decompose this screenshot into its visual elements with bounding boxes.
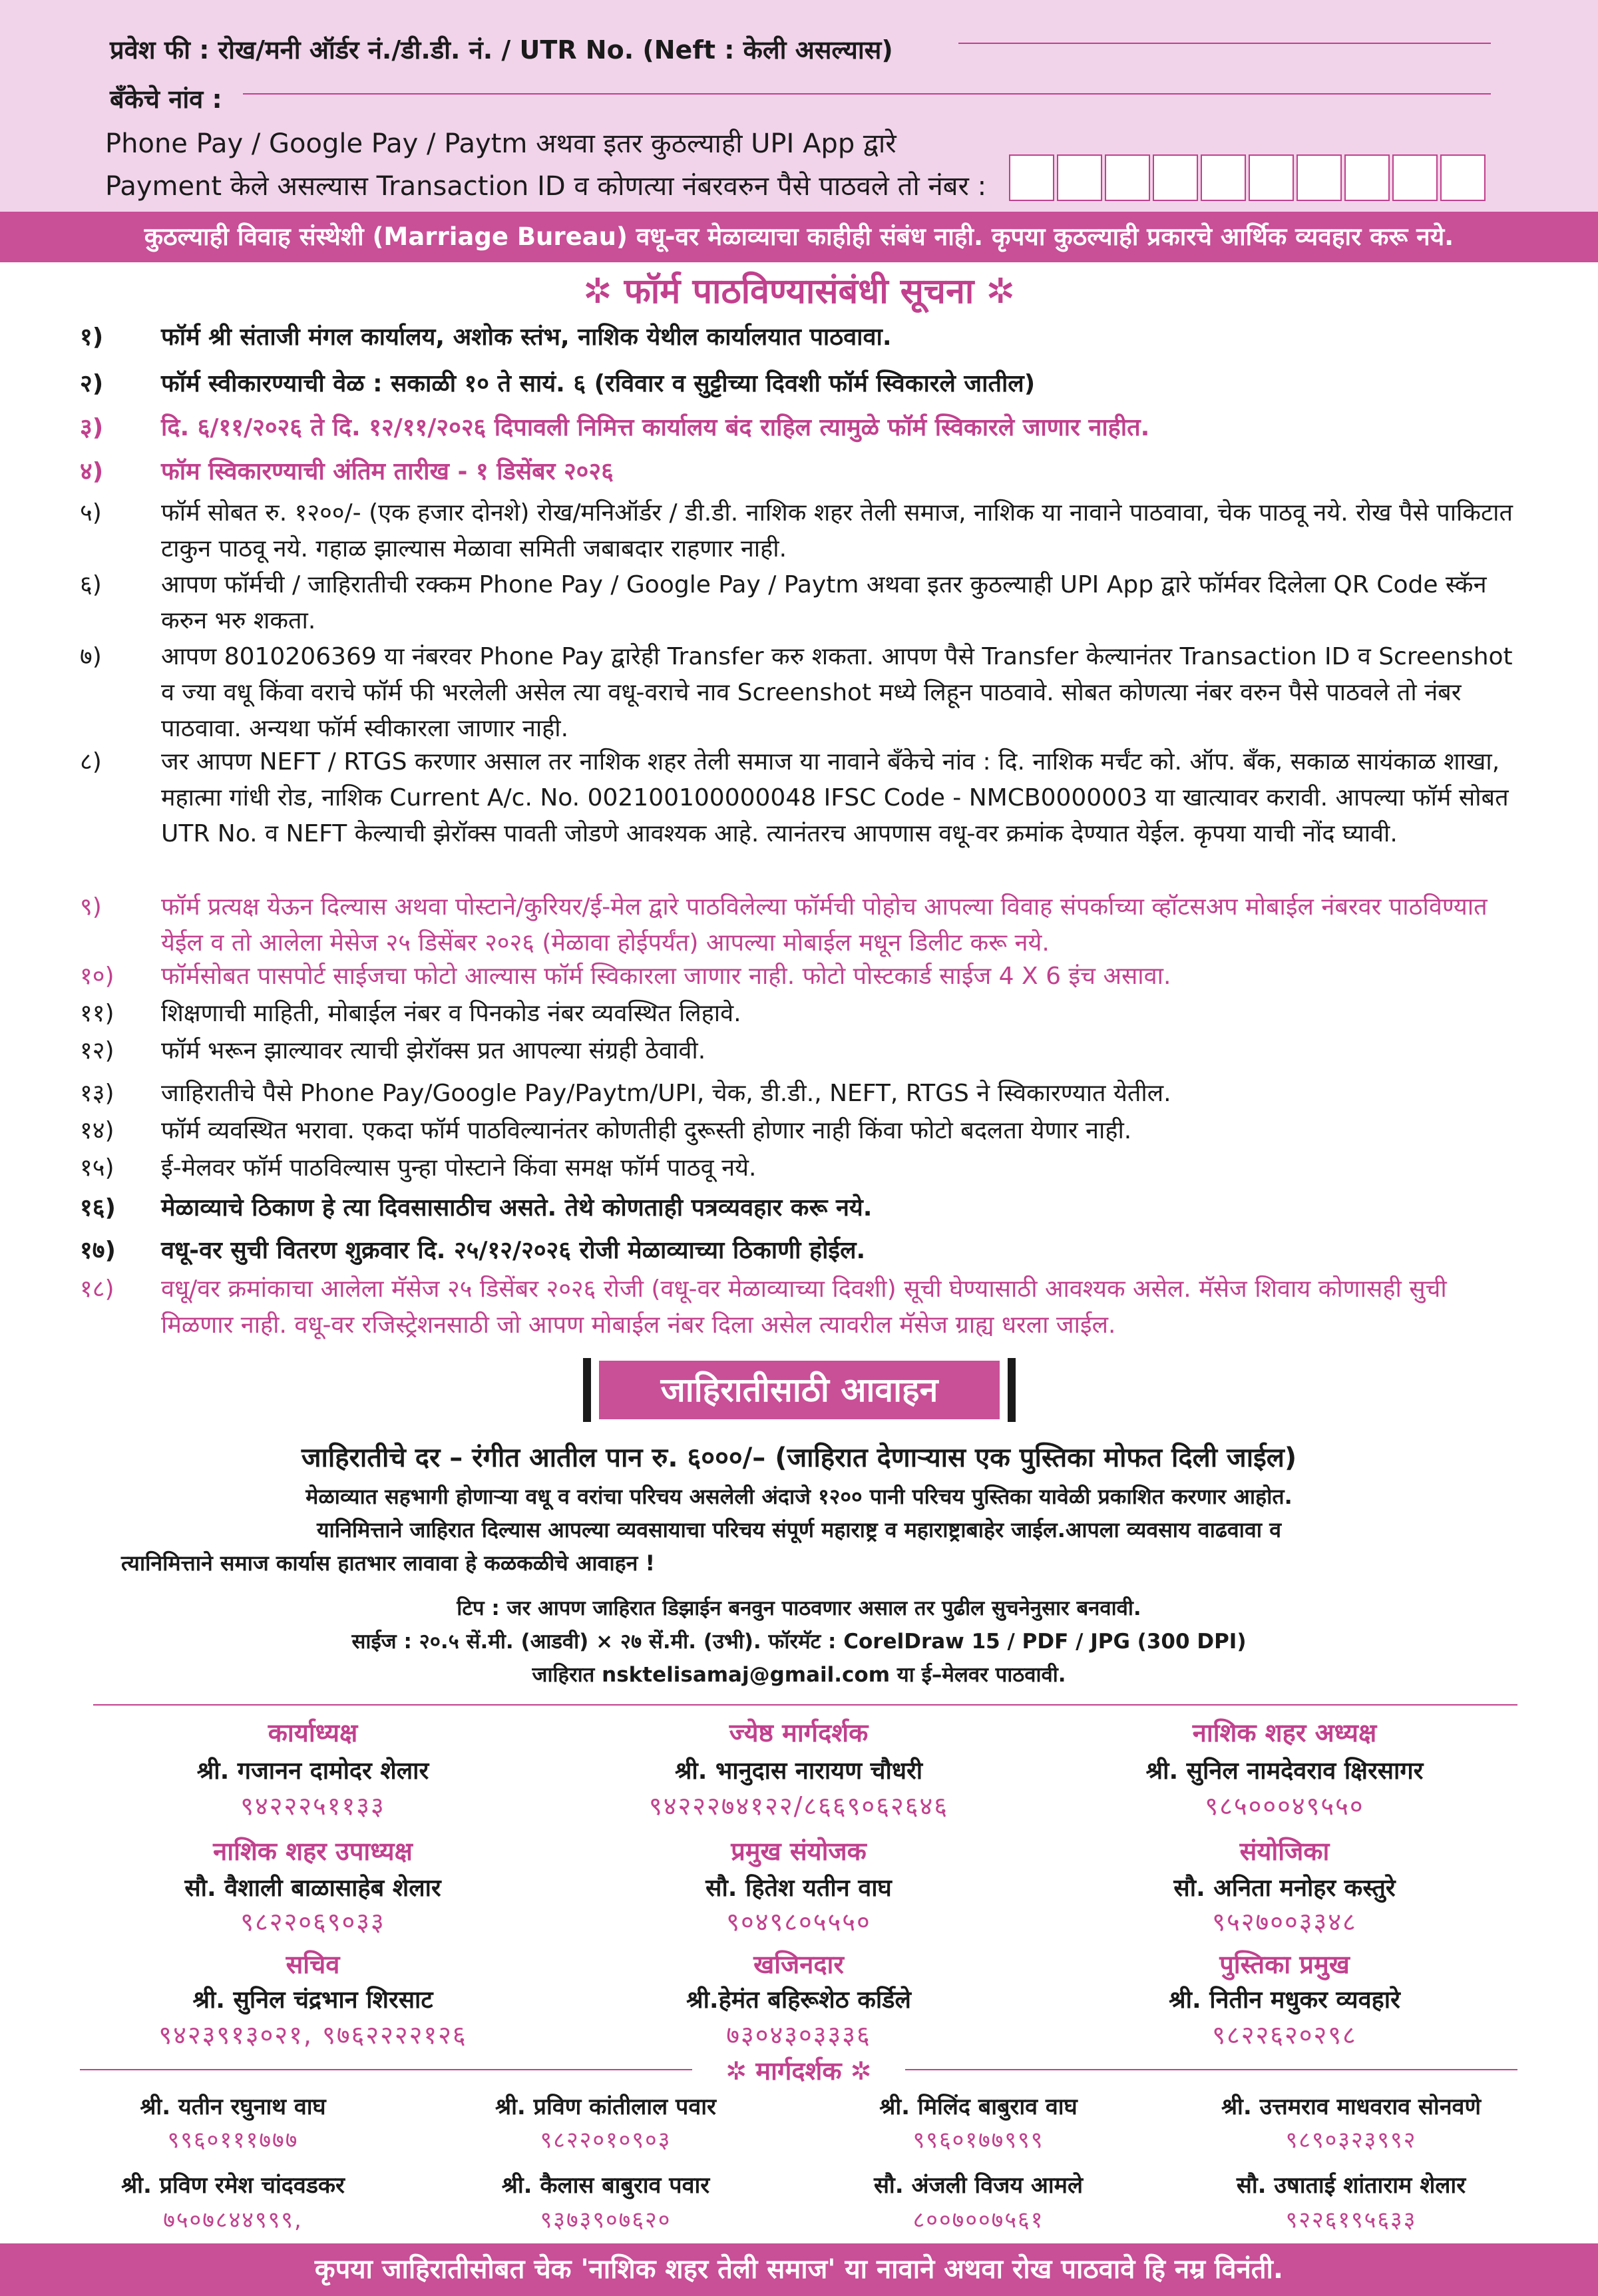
- transaction-label: Payment केले असल्यास Transaction ID व कोणत्या नंबरवरुन पैसे पाठवले तो नंबर :: [105, 171, 987, 202]
- instruction-item: १४) फॉर्म व्यवस्थित भरावा. एकदा फॉर्म पाठविल्यानंतर कोणतीही दुरूस्ती होणार नाही किंवा फोटो बदलता येणार नाही.: [80, 1117, 1132, 1144]
- guide-phone: ९९६०१७७९९९: [912, 2127, 1044, 2154]
- guide-name: श्री. प्रविण रमेश चांदवडकर: [121, 2172, 345, 2199]
- role-label: ज्येष्ठ मार्गदर्शक: [729, 1718, 869, 1747]
- instruction-item: १८) वधू/वर क्रमांकाचा आलेला मॅसेज २५ डिसेंबर २०२६ रोजी (वधू-वर मेळाव्याच्या दिवशी) सूची घेण्यासाठी आवश्यक असेल. मॅसेज शिवाय कोणासही सुची मिळणार नाही. वधू-वर रजिस्ट्रेशनसाठी जो आपण मोबाईल नंबर दिला असेल त्यावरील मॅसेज ग्राह्य धरला जाईल.: [80, 1275, 1447, 1339]
- guide-phone: ९३७३९०७६२०: [540, 2207, 672, 2233]
- guide-name: श्री. उत्तमराव माधवराव सोनवणे: [1221, 2094, 1482, 2120]
- ad-heading-label: जाहिरातीसाठी आवाहन: [599, 1361, 1000, 1419]
- member-name: श्री. भानुदास नारायण चौधरी: [674, 1757, 923, 1785]
- member-name: सौ. अनिता मनोहर कस्तुरे: [1173, 1875, 1396, 1902]
- instruction-item: १५) ई-मेलवर फॉर्म पाठविल्यास पुन्हा पोस्टाने किंवा समक्ष फॉर्म पाठवू नये.: [80, 1154, 757, 1182]
- guide-phone: ९२२६१९५६३३: [1285, 2207, 1417, 2233]
- instruction-item: १२) फॉर्म भरून झाल्यावर त्याची झेरॉक्स प्रत आपल्या संग्रही ठेवावी.: [80, 1037, 706, 1064]
- guide-phone: ९८२२०१०९०३: [540, 2127, 672, 2154]
- ad-size: साईज : २०.५ सें.मी. (आडवी) × २७ सें.मी. (उभी). फॉरमॅट : CorelDraw 15 / PDF / JPG (300 DPI): [351, 1630, 1247, 1654]
- instruction-item: ४) फॉम स्विकारण्याची अंतिम तारीख - १ डिसेंबर २०२६: [80, 458, 614, 485]
- entry-fee-label: प्रवेश फी : रोख/मनी ऑर्डर नं./डी.डी. नं. / UTR No. (Neft : केली असल्यास): [110, 35, 893, 65]
- bank-name-label: बँकेचे नांव :: [110, 85, 222, 114]
- member-name: सौ. वैशाली बाळासाहेब शेलार: [184, 1875, 441, 1902]
- ad-para-1: मेळाव्यात सहभागी होणाऱ्या वधू व वरांचा परिचय असलेली अंदाजे १२०० पानी परिचय पुस्तिका यावेळी प्रकाशित करणार आहोत.: [305, 1484, 1293, 1509]
- member-phone: ९८२२०६९०३३: [240, 1907, 385, 1937]
- ad-rate: जाहिरातीचे दर – रंगीत आतील पान रु. ६०००/– (जाहिरात देणाऱ्यास एक पुस्तिका मोफत दिली जाईल): [301, 1443, 1297, 1473]
- member-name: श्री. सुनिल चंद्रभान शिरसाट: [192, 1986, 433, 2014]
- guide-name: सौ. उषाताई शांताराम शेलार: [1236, 2172, 1466, 2199]
- heading-bar-left: [583, 1358, 591, 1422]
- instruction-item: ६) आपण फॉर्मची / जाहिरातीची रक्कम Phone Pay / Google Pay / Paytm अथवा इतर कुठल्याही UPI App द्वारे फॉर्मवर दिलेला QR Code स्कॅन करुन भरु शकता.: [80, 571, 1487, 634]
- transaction-id-boxes: [1009, 154, 1488, 201]
- instruction-item: १७) वधू-वर सुची वितरण शुक्रवार दि. २५/१२/२०२६ रोजी मेळाव्याच्या ठिकाणी होईल.: [80, 1237, 866, 1264]
- committee-divider: [93, 1704, 1517, 1706]
- guide-name: श्री. प्रविण कांतीलाल पवार: [495, 2094, 716, 2120]
- role-label: संयोजिका: [1239, 1837, 1330, 1866]
- guide-phone: ९९६०१११७७७: [167, 2127, 299, 2154]
- role-label: खजिनदार: [753, 1950, 844, 1979]
- instruction-item: १) फॉर्म श्री संताजी मंगल कार्यालय, अशोक स्तंभ, नाशिक येथील कार्यालयात पाठवावा.: [80, 324, 892, 351]
- role-label: नाशिक शहर अध्यक्ष: [1192, 1718, 1377, 1747]
- instruction-item: १३) जाहिरातीचे पैसे Phone Pay/Google Pay/Paytm/UPI, चेक, डी.डी., NEFT, RTGS ने स्विकारण्यात येतील.: [80, 1080, 1171, 1107]
- member-phone: ९८५०००४९५५०: [1205, 1791, 1364, 1821]
- instruction-item: ८) जर आपण NEFT / RTGS करणार असाल तर नाशिक शहर तेली समाज या नावाने बँकेचे नांव : दि. नाशिक मर्चंट को. ऑप. बँक, सकाळ सायंकाळ शाखा, महात्मा गांधी रोड, नाशिक Current A/c. No. 002100100000048 IFSC Code - NMCB0000003 या खात्यावर करावी. आपल्या फॉर्म सोबत UTR No. व NEFT केल्याची झेरॉक्स पावती जोडणे आवश्यक आहे. त्यानंतरच आपणास वधू-वर क्रमांक देण्यात येईल. कृपया याची नोंद घ्यावी.: [80, 748, 1509, 847]
- member-name: श्री. नितीन मधुकर व्यवहारे: [1169, 1986, 1400, 2014]
- ad-para-2: यानिमित्ताने जाहिरात दिल्यास आपल्या व्यवसायाचा परिचय संपूर्ण महाराष्ट्र व महाराष्ट्राबाहेर जाईल.आपला व्यवसाय वाढवावा व: [317, 1517, 1281, 1542]
- member-name: श्री. गजानन दामोदर शेलार: [196, 1757, 429, 1785]
- member-name: श्री.हेमंत बहिरूशेठ कर्डिले: [686, 1986, 911, 2014]
- instructions-title: ✲ फॉर्म पाठविण्यासंबंधी सूचना ✲: [583, 272, 1015, 312]
- instruction-item: ११) शिक्षणाची माहिती, मोबाईल नंबर व पिनकोड नंबर व्यवस्थित लिहावे.: [80, 1000, 741, 1027]
- instruction-item: ७) आपण 8010206369 या नंबरवर Phone Pay द्वारेही Transfer करु शकता. आपण पैसे Transfer केल्यानंतर Transaction ID व Screenshot व ज्या वधू किंवा वराचे फॉर्म फी भरलेली असेल त्या वधू-वराचे नाव Screenshot मध्ये लिहून पाठवावे. सोबत कोणत्या नंबर वरुन पैसे पाठवले तो नंबर पाठवावा. अन्यथा फॉर्म स्वीकारला जाणार नाही.: [80, 643, 1513, 742]
- footer-banner: कृपया जाहिरातीसोबत चेक 'नाशिक शहर तेली समाज' या नावाने अथवा रोख पाठवावे हि नम्र विनंती.: [0, 2243, 1598, 2296]
- ad-tip: टिप : जर आपण जाहिरात डिझाईन बनवुन पाठवणार असाल तर पुढील सुचनेनुसार बनवावी.: [457, 1596, 1141, 1620]
- instruction-item: २) फॉर्म स्वीकारण्याची वेळ : सकाळी १० ते सायं. ६ (रविवार व सुट्टीच्या दिवशी फॉर्म स्विकारले जातील): [80, 370, 1036, 397]
- member-phone: ९४२२२५११३३: [240, 1791, 385, 1821]
- bank-name-line: [243, 93, 1491, 95]
- entry-fee-line: [958, 43, 1491, 44]
- role-label: सचिव: [286, 1950, 340, 1979]
- heading-bar-right: [1008, 1358, 1016, 1422]
- role-label: पुस्तिका प्रमुख: [1219, 1950, 1350, 1979]
- role-label: नाशिक शहर उपाध्यक्ष: [213, 1837, 413, 1866]
- instruction-item: ३) दि. ६/११/२०२६ ते दि. १२/११/२०२६ दिपावली निमित्त कार्यालय बंद राहिल त्यामुळे फॉर्म स्विकारले जाणार नाहीत.: [80, 414, 1150, 441]
- role-label: कार्याध्यक्ष: [268, 1718, 358, 1747]
- instruction-item: ५) फॉर्म सोबत रु. १२००/- (एक हजार दोनशे) रोख/मनिऑर्डर / डी.डी. नाशिक शहर तेली समाज, नाशिक या नावाने पाठवावा, चेक पाठवू नये. रोख पैसे पाकिटात टाकुन पाठवू नये. गहाळ झाल्यास मेळावा समिती जबाबदार राहणार नाही.: [80, 499, 1513, 563]
- guides-title: ✲ मार्गदर्शक ✲: [725, 2056, 872, 2086]
- member-phone: ९८२२६२०२९८: [1212, 2020, 1357, 2050]
- payment-details-section: [0, 0, 1598, 212]
- guides-divider-left: [80, 2069, 692, 2070]
- member-phone: ७३०४३०३३३६: [726, 2020, 871, 2050]
- guide-phone: ९८९०३२३९९२: [1285, 2127, 1417, 2154]
- guide-name: श्री. कैलास बाबुराव पवार: [501, 2172, 710, 2199]
- guide-phone: ७५०७८४४९९९,: [163, 2207, 303, 2233]
- member-name: सौ. हितेश यतीन वाघ: [705, 1875, 892, 1902]
- guide-phone: ८००७००७५६१: [912, 2207, 1044, 2233]
- ad-email: जाहिरात nsktelisamaj@gmail.com या ई–मेलवर पाठवावी.: [532, 1663, 1066, 1687]
- upi-label: Phone Pay / Google Pay / Paytm अथवा इतर कुठल्याही UPI App द्वारे: [105, 128, 897, 159]
- member-name: श्री. सुनिल नामदेवराव क्षिरसागर: [1145, 1757, 1424, 1785]
- role-label: प्रमुख संयोजक: [731, 1837, 867, 1866]
- instruction-item: ९) फॉर्म प्रत्यक्ष येऊन दिल्यास अथवा पोस्टाने/कुरियर/ई-मेल द्वारे पाठविलेल्या फॉर्मची पोहोच आपल्या विवाह संपर्काच्या व्हॉटसअप मोबाईल नंबरवर पाठविण्यात येईल व तो आलेला मेसेज २५ डिसेंबर २०२६ (मेळावा होईपर्यंत) आपल्या मोबाईल मधून डिलीट करू नये.: [80, 893, 1488, 957]
- instruction-item: १६) मेळाव्याचे ठिकाण हे त्या दिवसासाठीच असते. तेथे कोणताही पत्रव्यवहार करू नये.: [80, 1194, 873, 1222]
- guide-name: श्री. यतीन रघुनाथ वाघ: [140, 2094, 326, 2120]
- instruction-item: १०) फॉर्मसोबत पासपोर्ट साईजचा फोटो आल्यास फॉर्म स्विकारला जाणार नाही. फोटो पोस्टकार्ड साईज 4 X 6 इंच असावा.: [80, 963, 1171, 990]
- guide-name: श्री. मिलिंद बाबुराव वाघ: [879, 2094, 1078, 2120]
- ad-appeal-heading: [583, 1358, 1016, 1422]
- member-phone: ९४२२२७४१२२/८६६९०६२६४६: [648, 1791, 948, 1821]
- disclaimer-banner: कुठल्याही विवाह संस्थेशी (Marriage Bureau) वधू-वर मेळाव्याचा काहीही संबंध नाही. कृपया कुठल्याही प्रकारचे आर्थिक व्यवहार करू नये.: [0, 212, 1598, 262]
- member-phone: ९४२३९१३०२१, ९७६२२२२१२६: [158, 2020, 467, 2050]
- member-phone: ९०४९८०५५५०: [726, 1907, 871, 1937]
- ad-para-3: त्यानिमित्ताने समाज कार्यास हातभार लावावा हे कळकळीचे आवाहन !: [121, 1550, 656, 1576]
- guides-divider-right: [905, 2069, 1517, 2070]
- member-phone: ९५२७००३३४८: [1212, 1907, 1357, 1937]
- guide-name: सौ. अंजली विजय आमले: [873, 2172, 1084, 2199]
